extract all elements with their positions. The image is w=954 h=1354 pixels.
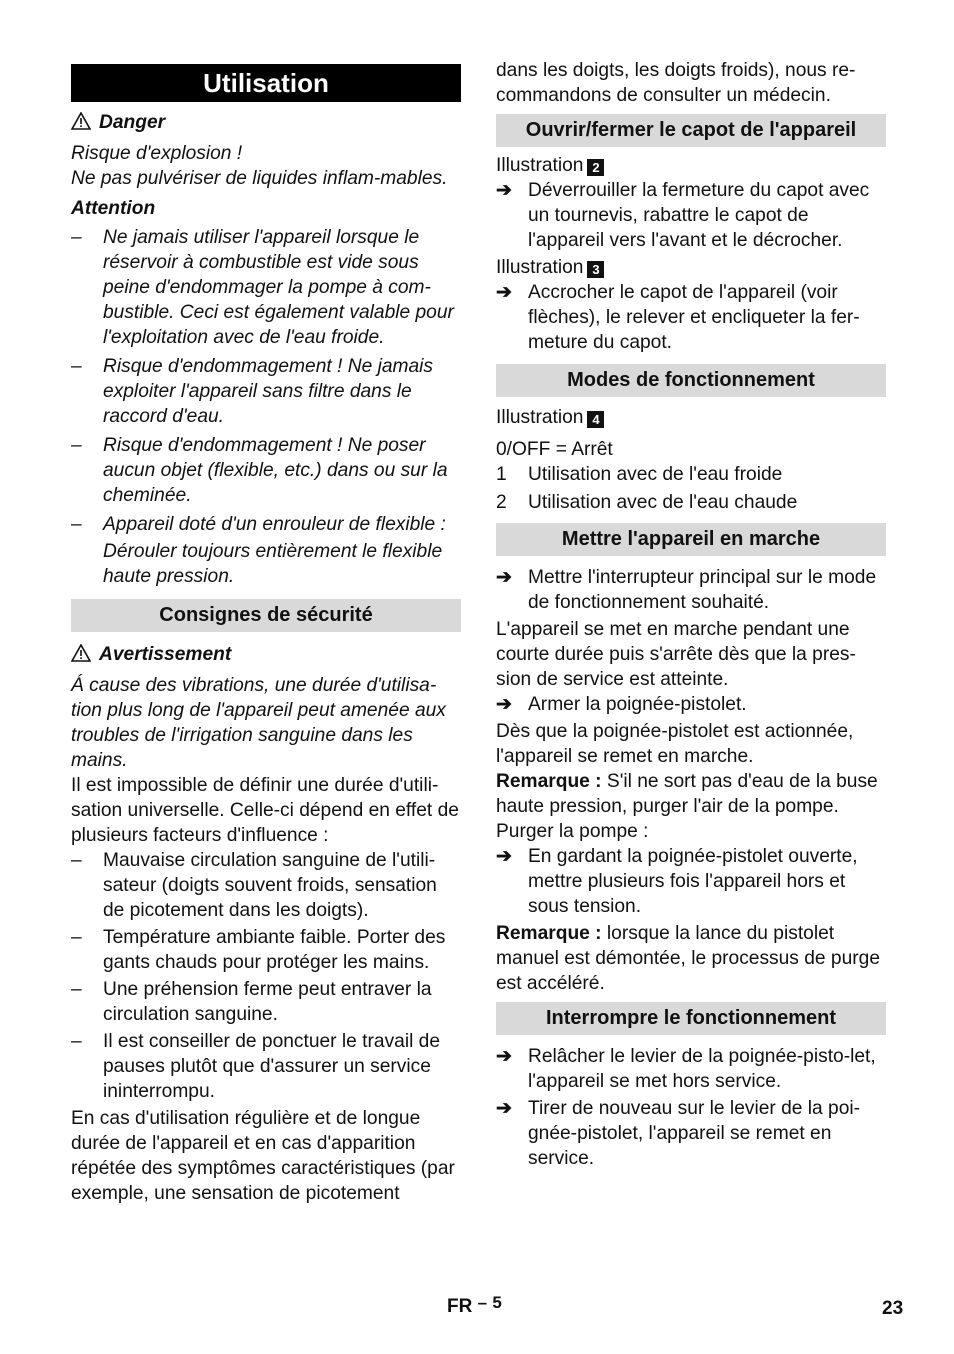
list-item-text: Dérouler toujours entièrement le flexible haute pression. [103,541,443,587]
mode-key: 2 [496,492,507,513]
arrow-right-icon: ➔ [496,1098,513,1119]
arrow-right-icon: ➔ [496,180,513,201]
list-item [71,925,461,975]
section-title-utilisation: Utilisation [71,64,461,102]
list-item-text: Mauvaise circulation sanguine de l'utili-sateur (doigts souvent froids, sensation de picotement dans les doigts). [103,850,437,921]
section-title-modes: Modes de fonctionnement [496,364,886,397]
section-title-hood: Ouvrir/fermer le capot de l'appareil [496,114,886,147]
continued-paragraph: dans les doigts, les doigts froids), nous re-commandons de consulter un médecin. [496,60,856,106]
warning-triangle-icon [71,644,93,669]
warning-label: Avertissement [99,644,232,665]
note-text: lorsque la lance du pistolet manuel est démontée, le processus de purge est accéléré. [496,923,880,994]
start-paragraph-2: Dès que la poignée-pistolet est actionnée, l'appareil se remet en marche. [496,721,854,767]
list-item-text: Risque d'endommagement ! Ne jamais exploiter l'appareil sans filtre dans le raccord d'eau. [103,356,434,427]
footer-dash: – [477,1293,488,1312]
arrow-right-icon: ➔ [496,1046,513,1067]
mode-off [496,437,886,462]
instruction-step [496,1044,886,1094]
illustration-label: Illustration [496,155,584,176]
list-item-continuation [71,539,461,589]
mode-value: Arrêt [571,439,613,460]
mode-key: 0/OFF = [496,439,567,460]
instruction-step [496,692,886,717]
illustration-ref-4 [496,405,886,430]
step-text: Mettre l'interrupteur principal sur le mode de fonctionnement souhaité. [528,567,877,613]
arrow-right-icon: ➔ [496,694,513,715]
footer-language-page [447,1293,502,1318]
list-item [71,1029,461,1104]
instruction-step [496,844,886,919]
arrow-right-icon: ➔ [496,846,513,867]
footer-lang: FR [447,1296,473,1317]
dash-marker: – [71,927,82,948]
page-number: 23 [882,1298,904,1319]
note-text: S'il ne sort pas d'eau de la buse haute pression, purger l'air de la pompe. [496,771,878,817]
list-item [71,354,461,429]
list-item-text: Ne jamais utiliser l'appareil lorsque le réservoir à combustible est vide sous peine d'endommager la pompe à com-bustible. Ceci est également valable pour l'exploitation avec de l'eau froide. [103,227,454,348]
illustration-ref-2 [496,153,886,178]
dash-marker: – [71,435,82,456]
instruction-step [496,565,886,615]
note-label: Remarque : [496,923,602,944]
instruction-step [496,1096,886,1171]
danger-text-1: Risque d'explosion ! [71,143,243,164]
dash-marker: – [71,850,82,871]
list-item-text: Une préhension ferme peut entraver la circulation sanguine. [103,979,432,1025]
step-text: Armer la poignée-pistolet. [528,694,747,715]
instruction-step [496,178,886,253]
illustration-number-box: 3 [587,261,604,278]
mode-key: 1 [496,464,507,485]
danger-label: Danger [99,112,166,133]
step-text: Accrocher le capot de l'appareil (voir flèches), le relever et encliqueter la fer-meture du capot. [528,282,860,353]
step-text: En gardant la poignée-pistolet ouverte, mettre plusieurs fois l'appareil hors et sous tension. [528,846,858,917]
list-item [71,848,461,923]
arrow-right-icon: ➔ [496,567,513,588]
dash-marker: – [71,514,82,535]
start-paragraph-1: L'appareil se met en marche pendant une courte durée puis s'arrête dès que la pres-sion de service est atteinte. [496,619,856,690]
dash-marker: – [71,356,82,377]
note-1 [496,769,886,819]
right-column [496,58,886,1171]
note-2 [496,921,886,996]
list-item-text: Appareil doté d'un enrouleur de flexible : [103,514,446,535]
instruction-step [496,280,886,355]
left-column [71,64,461,1206]
dash-marker: – [71,1031,82,1052]
list-item-text: Risque d'endommagement ! Ne poser aucun objet (flexible, etc.) dans ou sur la cheminée. [103,435,448,506]
list-item [71,433,461,508]
closing-paragraph: En cas d'utilisation régulière et de longue durée de l'appareil et en cas d'apparition répétée des symptômes caractéristiques (par exemple, une sensation de picotement [71,1108,455,1204]
list-item-text: Température ambiante faible. Porter des gants chauds pour protéger les mains. [103,927,446,973]
note-label: Remarque : [496,771,602,792]
danger-heading [71,110,461,137]
dash-marker: – [71,979,82,1000]
safety-paragraph: Il est impossible de définir une durée d'utili-sation universelle. Celle-ci dépend en effet de plusieurs facteurs d'influence : [71,775,459,846]
mode-1 [496,462,886,487]
mode-value: Utilisation avec de l'eau chaude [528,492,798,513]
danger-text-2: Ne pas pulvériser de liquides inflam-mables. [71,168,448,189]
section-title-start: Mettre l'appareil en marche [496,523,886,556]
illustration-label: Illustration [496,407,584,428]
warning-text: Á cause des vibrations, une durée d'utilisa-tion plus long de l'appareil peut amenée aux troubles de l'irrigation sanguine dans les mains. [71,675,446,771]
warning-triangle-icon [71,112,93,137]
step-text: Relâcher le levier de la poignée-pisto-let, l'appareil se met hors service. [528,1046,876,1092]
purge-label: Purger la pompe : [496,821,649,842]
mode-2 [496,490,886,515]
list-item [71,977,461,1027]
footer-section-page: 5 [492,1293,502,1312]
illustration-ref-3 [496,255,886,280]
illustration-label: Illustration [496,257,584,278]
step-text: Déverrouiller la fermeture du capot avec un tournevis, rabattre le capot de l'appareil vers l'avant et le décrocher. [528,180,870,251]
step-text: Tirer de nouveau sur le levier de la poi-gnée-pistolet, l'appareil se remet en service. [528,1098,861,1169]
arrow-right-icon: ➔ [496,282,513,303]
section-title-stop: Interrompre le fonctionnement [496,1002,886,1035]
section-title-safety: Consignes de sécurité [71,599,461,632]
attention-list [71,225,461,589]
illustration-number-box: 2 [587,159,604,176]
warning-heading [71,642,461,669]
dash-marker: – [71,227,82,248]
list-item [71,512,461,537]
list-item-text: Il est conseiller de ponctuer le travail de pauses plutôt que d'assurer un service ininterrompu. [103,1031,441,1102]
mode-value: Utilisation avec de l'eau froide [528,464,783,485]
attention-heading: Attention [71,198,156,219]
safety-list [71,848,461,1104]
list-item [71,225,461,350]
illustration-number-box: 4 [587,411,604,428]
